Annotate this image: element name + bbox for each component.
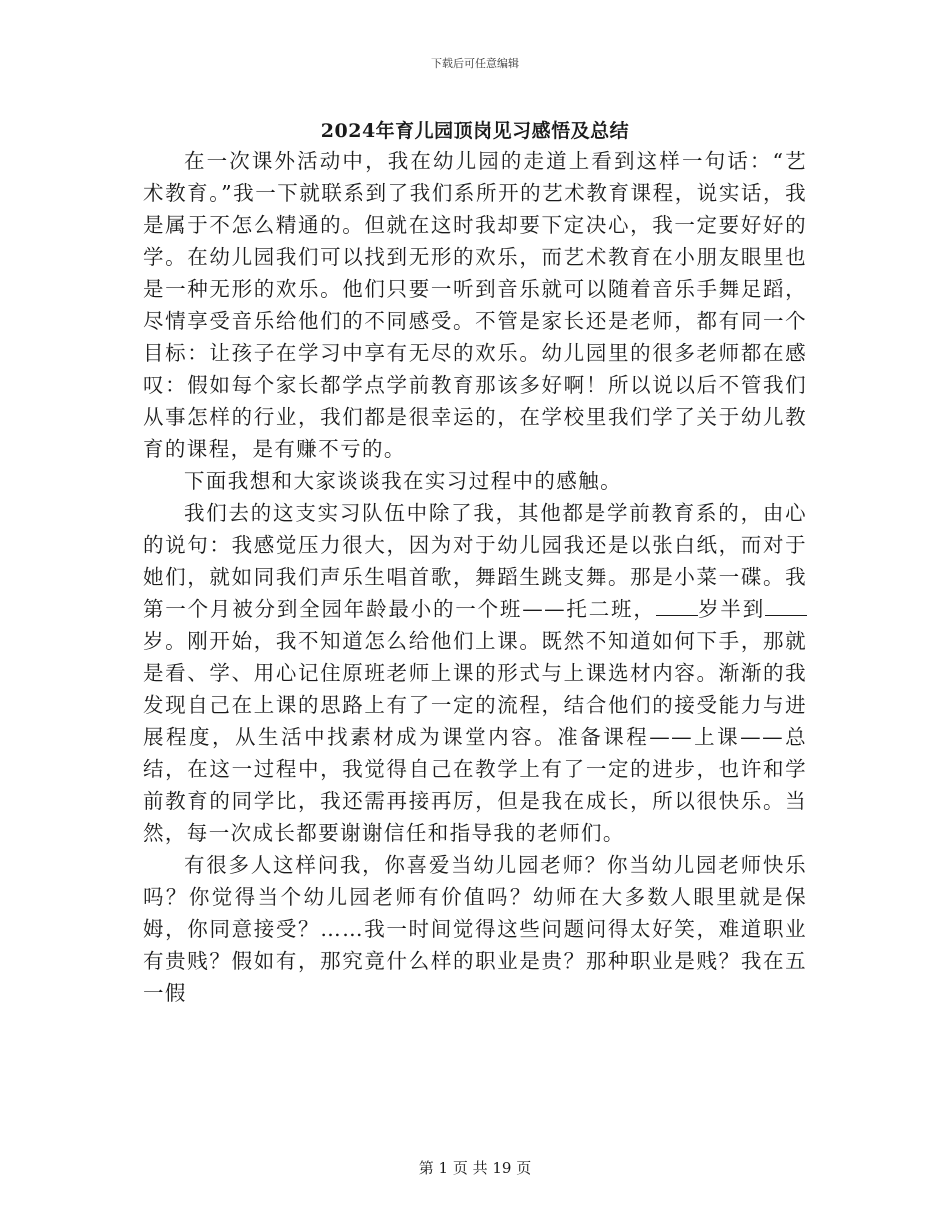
page-footer: 第 1 页 共 19 页 [418,1159,532,1177]
paragraph-3-part-b: 岁半到 [697,597,766,621]
paragraph-3-part-a: 我们去的这支实习队伍中除了我，其他都是学前教育系的，由心的说句：我感觉压力很大，因为对于幼儿园我还是以张白纸，而对于她们，就如同我们声乐生唱首歌，舞蹈生跳支舞。那是小菜一碟。我第一个月被分到全园年龄最小的一个班——托二班， [143,501,807,621]
document-body [143,145,807,1009]
fill-in-blank [765,597,807,616]
fill-in-blank [656,597,698,616]
paragraph-3-part-c: 岁。刚开始，我不知道怎么给他们上课。既然不知道如何下手，那就是看、学、用心记住原班老师上课的形式与上课选材内容。渐渐的我发现自己在上课的思路上有了一定的流程，结合他们的接受能力与进展程度，从生活中找素材成为课堂内容。准备课程——上课——总结，在这一过程中，我觉得自己在教学上有了一定的进步，也许和学前教育的同学比，我还需再接再厉，但是我在成长，所以很快乐。当然，每一次成长都要谢谢信任和指导我的老师们。 [143,629,807,845]
paragraph-4: 有很多人这样问我，你喜爱当幼儿园老师？你当幼儿园老师快乐吗？你觉得当个幼儿园老师有价值吗？幼师在大多数人眼里就是保姆，你同意接受？……我一时间觉得这些问题问得太好笑，难道职业有贵贱？假如有，那究竟什么样的职业是贵？那种职业是贱？我在五一假 [143,853,807,1005]
paragraph-1: 在一次课外活动中，我在幼儿园的走道上看到这样一句话：“艺术教育。”我一下就联系到了我们系所开的艺术教育课程，说实话，我是属于不怎么精通的。但就在这时我却要下定决心，我一定要好好的学。在幼儿园我们可以找到无形的欢乐，而艺术教育在小朋友眼里也是一种无形的欢乐。他们只要一听到音乐就可以随着音乐手舞足蹈，尽情享受音乐给他们的不同感受。不管是家长还是老师，都有同一个目标：让孩子在学习中享有无尽的欢乐。幼儿园里的很多老师都在感叹：假如每个家长都学点学前教育那该多好啊！所以说以后不管我们从事怎样的行业，我们都是很幸运的，在学校里我们学了关于幼儿教育的课程，是有赚不亏的。 [143,149,807,461]
paragraph-3 [143,497,807,849]
header-note: 下载后可任意编辑 [431,57,519,70]
document-title: 2024年育儿园顶岗见习感悟及总结 [320,120,630,142]
paragraph-2: 下面我想和大家谈谈我在实习过程中的感触。 [184,469,622,493]
